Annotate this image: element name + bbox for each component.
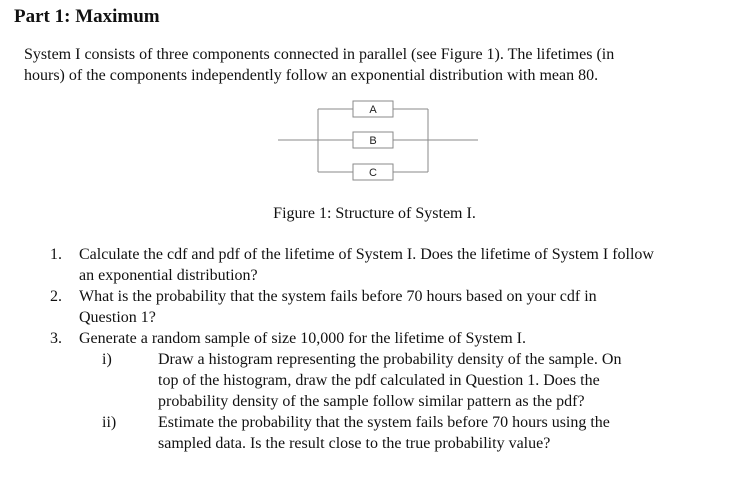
- question-number: 2.: [50, 288, 62, 305]
- question-line: Generate a random sample of size 10,000 for the lifetime of System I.: [79, 330, 526, 347]
- component-c-label: C: [369, 167, 377, 179]
- sub-question-text: [158, 349, 740, 412]
- sub-question-item: [50, 412, 740, 454]
- parallel-system-svg: [268, 98, 488, 188]
- question-line: Question 1?: [79, 309, 156, 326]
- question-list: [50, 244, 740, 454]
- sub-question-line: Draw a histogram representing the probability density of the sample. On: [158, 351, 622, 368]
- sub-question-number: ii): [102, 414, 117, 431]
- sub-question-item: [50, 349, 740, 412]
- question-line: Calculate the cdf and pdf of the lifetime of System I. Does the lifetime of System I follow: [79, 246, 654, 263]
- question-number: 3.: [50, 330, 62, 347]
- sub-question-line: probability density of the sample follow similar pattern as the pdf?: [158, 393, 585, 410]
- intro-paragraph: [24, 44, 724, 86]
- intro-line: System I consists of three components connected in parallel (see Figure 1). The lifetimes (in: [24, 46, 615, 63]
- component-b-label: B: [369, 135, 377, 147]
- question-line: What is the probability that the system fails before 70 hours based on your cdf in: [79, 288, 597, 305]
- sub-question-line: sampled data. Is the result close to the true probability value?: [158, 435, 551, 452]
- intro-line: hours) of the components independently follow an exponential distribution with mean 80.: [24, 67, 599, 84]
- system-diagram: [268, 98, 488, 188]
- question-item: [50, 286, 740, 328]
- sub-question-line: Estimate the probability that the system fails before 70 hours using the: [158, 414, 610, 431]
- question-item: [50, 328, 740, 349]
- section-heading: Part 1: Maximum: [14, 6, 160, 27]
- question-item: [50, 244, 740, 286]
- sub-question-line: top of the histogram, draw the pdf calculated in Question 1. Does the: [158, 372, 600, 389]
- question-number: 1.: [50, 246, 62, 263]
- figure-caption: Figure 1: Structure of System I.: [273, 205, 476, 222]
- sub-question-text: [158, 412, 740, 454]
- component-a-label: A: [369, 104, 377, 116]
- question-line: an exponential distribution?: [79, 267, 258, 284]
- sub-question-number: i): [102, 351, 112, 368]
